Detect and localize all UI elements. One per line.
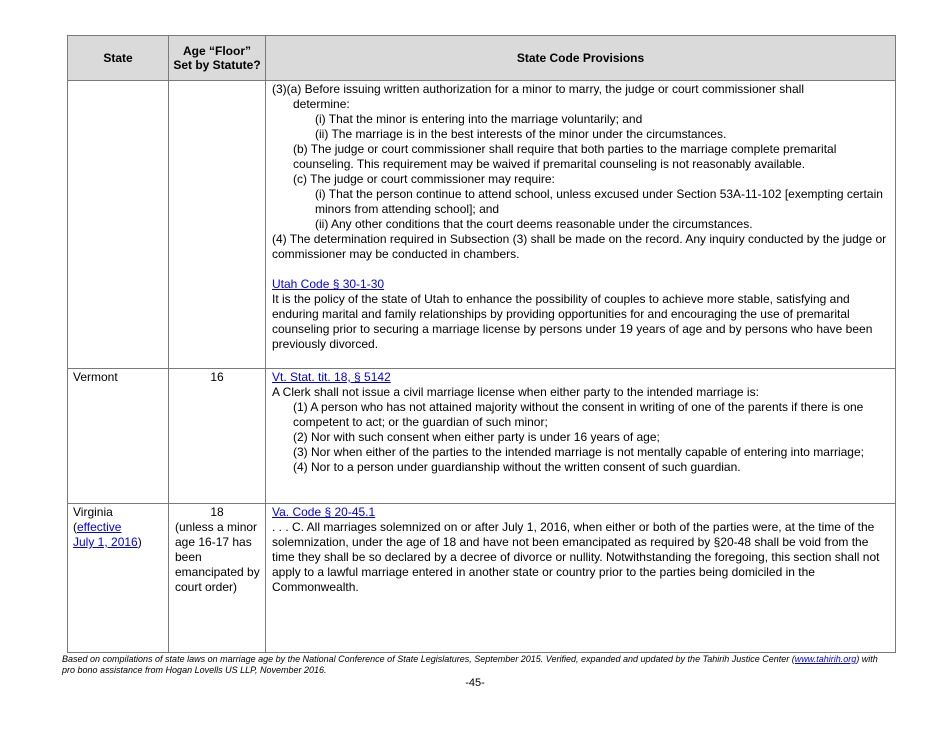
age-note: (unless a minor age 16-17 has been emancipated by court order) [175,520,260,594]
effective-link[interactable]: effective [77,520,122,534]
state-name: Virginia [73,505,113,519]
state-cell [68,81,169,369]
provision-line: (4) Nor to a person under guardianship without the written consent of such guardian. [293,460,741,474]
provision-line: (3)(a) Before issuing written authorization for a minor to marry, the judge or court commissioner shall [272,82,804,96]
age-value: 18 [210,505,224,519]
statute-link[interactable]: Utah Code § 30-1-30 [272,277,385,291]
statute-link[interactable]: Vt. Stat. tit. 18, § 5142 [272,370,391,384]
table-row-virginia [68,504,896,653]
provision-line: (2) Nor with such consent when either party is under 16 years of age; [293,430,660,444]
state-cell: Vermont [68,369,169,504]
table-row-utah [68,81,896,369]
provision-line: (i) That the minor is entering into the marriage voluntarily; and [315,112,643,126]
state-law-table [67,35,896,653]
provision-line: (1) A person who has not attained majority without the consent in writing of one of the parents if there is one competent to act; or the guardian of such minor; [293,400,864,429]
table-row-vermont [68,369,896,504]
provision-line: (3) Nor when either of the parties to the intended marriage is not mentally capable of entering into marriage; [293,445,864,459]
source-footnote: Based on compilations of state laws on marriage age by the National Conference of State Legislatures, September 2015. Verified, expanded and updated by the Tahirih Justice Center (www.tahirih.org) with pro bono assistance from Hogan Lovells US LLP, November 2016. [62,654,878,675]
provision-line: . . . C. All marriages solemnized on or after July 1, 2016, when either or both of the parties were, at the time of the solemnization, under the age of 18 and have not been emancipated as required by §20-48 shall be void from the time they shall be so declared by a decree of divorce or nullity. Notwithstanding the foregoing, this section shall not apply to a lawful marriage entered in another state or country prior to the parties being domiciled in the Commonwealth. [272,520,880,594]
effective-date-link[interactable]: July 1, 2016 [73,535,138,549]
table-header-row [68,36,896,81]
provision-line: (i) That the person continue to attend school, unless excused under Section 53A-11-102 [exempting certain minors from attending school]; and [315,187,883,216]
age-cell: 16 [169,369,266,504]
tahirih-link[interactable]: www.tahirih.org [794,654,857,664]
header-provisions: State Code Provisions [266,36,896,81]
provision-line: (4) The determination required in Subsection (3) shall be made on the record. Any inquiry conducted by the judge or commissioner may be conducted in chambers. [272,232,887,261]
age-cell [169,81,266,369]
provision-line: (b) The judge or court commissioner shall require that both parties to the marriage complete premarital counseling. This requirement may be waived if premarital counseling is not reasonably available. [293,142,837,171]
provision-line: (ii) Any other conditions that the court deems reasonable under the circumstances. [315,217,753,231]
age-cell [169,504,266,653]
provision-line: (ii) The marriage is in the best interests of the minor under the circumstances. [315,127,727,141]
header-age-floor: Age “Floor” Set by Statute? [169,36,266,81]
provisions-cell [266,369,896,504]
provision-line: A Clerk shall not issue a civil marriage license when either party to the intended marriage is: [272,385,759,399]
provision-line: (c) The judge or court commissioner may require: [293,172,555,186]
provision-line: determine: [293,97,350,111]
statute-link[interactable]: Va. Code § 20-45.1 [272,505,376,519]
provisions-cell [266,504,896,653]
state-cell: Virginia (effective July 1, 2016) [68,504,169,653]
provisions-cell [266,81,896,369]
page-number: -45- [465,677,485,689]
header-state: State [68,36,169,81]
provision-line: It is the policy of the state of Utah to enhance the possibility of couples to achieve more stable, satisfying and enduring marital and family relationships by providing opportunities for and encouraging the use of premarital counseling prior to securing a marriage license by persons under 19 years of age and by persons who have been previously divorced. [272,292,873,351]
